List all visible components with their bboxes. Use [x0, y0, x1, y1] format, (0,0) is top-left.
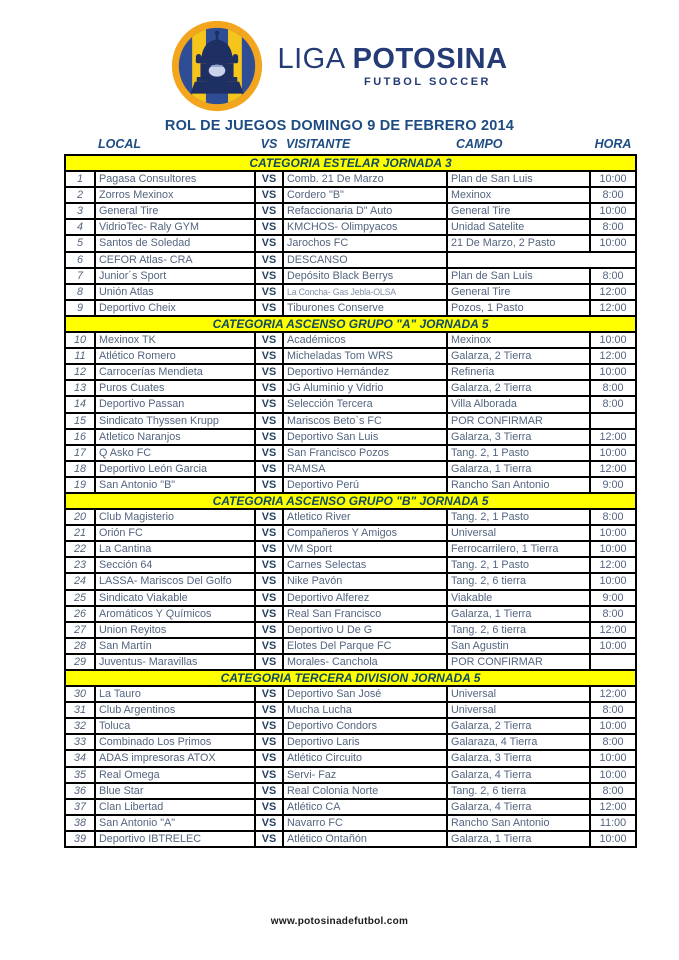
visitante-cell: JG Aluminio y Vidrio — [284, 381, 446, 395]
campo-cell: Galarza, 2 Tierra — [448, 381, 589, 395]
brand-tagline: FUTBOL SOCCER — [363, 76, 492, 88]
visitante-cell: Elotes Del Parque FC — [284, 639, 446, 653]
local-cell: Real Omega — [96, 768, 254, 782]
visitante-cell: La Concha- Gas Jebla-OLSA — [284, 285, 446, 299]
visitante-cell: Tiburones Conserve — [284, 301, 446, 315]
hora-cell: 10:00 — [591, 768, 635, 782]
column-header-visitante: VISITANTE — [286, 137, 351, 151]
campo-cell: Galarza, 4 Tierra — [448, 800, 589, 814]
campo-cell: Galaraza, 4 Tierra — [448, 735, 589, 749]
page-title: ROL DE JUEGOS DOMINGO 9 DE FEBRERO 2014 — [164, 118, 515, 134]
hora-cell: 10:00 — [591, 446, 635, 460]
vs-label: VS — [256, 285, 282, 299]
visitante-cell: Comb. 21 De Marzo — [284, 172, 446, 186]
row-number: 9 — [66, 301, 94, 315]
vs-label: VS — [256, 735, 282, 749]
category-band: CATEGORIA TERCERA DIVISION JORNADA 5 — [66, 671, 635, 685]
category-band: CATEGORIA ASCENSO GRUPO "B" JORNADA 5 — [66, 494, 635, 508]
hora-cell: 10:00 — [591, 639, 635, 653]
hora-cell: 10:00 — [591, 526, 635, 540]
local-cell: San Martín — [96, 639, 254, 653]
row-number: 8 — [66, 285, 94, 299]
local-cell: Union Reyitos — [96, 623, 254, 637]
campo-cell: San Agustin — [448, 639, 589, 653]
visitante-cell: Atlético Circuito — [284, 751, 446, 765]
row-number: 27 — [66, 623, 94, 637]
brand-name — [277, 44, 507, 74]
hora-cell: 8:00 — [591, 220, 635, 234]
row-number: 32 — [66, 719, 94, 733]
campo-cell: Mexinox — [448, 333, 589, 347]
visitante-cell: Selección Tercera — [284, 397, 446, 411]
visitante-cell: Atlético Ontañón — [284, 832, 446, 846]
visitante-cell: VM Sport — [284, 542, 446, 556]
hora-cell: 8:00 — [591, 703, 635, 717]
category-band: CATEGORIA ASCENSO GRUPO "A" JORNADA 5 — [66, 317, 635, 331]
vs-label: VS — [256, 639, 282, 653]
row-number: 17 — [66, 446, 94, 460]
row-number: 12 — [66, 365, 94, 379]
local-cell: Clan Libertad — [96, 800, 254, 814]
hora-cell: 12:00 — [591, 285, 635, 299]
campo-cell: POR CONFIRMAR — [448, 414, 589, 428]
campo-cell: Galarza, 2 Tierra — [448, 349, 589, 363]
campo-cell: 21 De Marzo, 2 Pasto — [448, 236, 589, 250]
visitante-cell: Deportivo San Luis — [284, 430, 446, 444]
campo-cell: Galarza, 1 Tierra — [448, 462, 589, 476]
local-cell: San Antonio "B" — [96, 478, 254, 492]
visitante-cell: Mucha Lucha — [284, 703, 446, 717]
hora-cell: 10:00 — [591, 172, 635, 186]
column-header-vs: VS — [260, 137, 278, 151]
row-number: 28 — [66, 639, 94, 653]
campo-cell: Galarza, 4 Tierra — [448, 768, 589, 782]
vs-label: VS — [256, 687, 282, 701]
vs-label: VS — [256, 526, 282, 540]
vs-label: VS — [256, 542, 282, 556]
schedule-sheet — [64, 137, 637, 848]
local-cell: San Antonio "A" — [96, 816, 254, 830]
hora-cell: 12:00 — [591, 558, 635, 572]
visitante-cell: Nike Pavón — [284, 574, 446, 588]
vs-label: VS — [256, 430, 282, 444]
row-number: 2 — [66, 188, 94, 202]
campo-hora-merged-cell — [448, 253, 635, 267]
local-cell: Blue Star — [96, 784, 254, 798]
hora-cell: 10:00 — [591, 574, 635, 588]
vs-label: VS — [256, 655, 282, 669]
vs-label: VS — [256, 462, 282, 476]
campo-cell: General Tire — [448, 285, 589, 299]
brand-name-bold: POTOSINA — [352, 43, 508, 75]
hora-cell: 8:00 — [591, 269, 635, 283]
campo-cell: General Tire — [448, 204, 589, 218]
row-number: 6 — [66, 253, 94, 267]
vs-label: VS — [256, 784, 282, 798]
campo-cell: Refineria — [448, 365, 589, 379]
row-number: 13 — [66, 381, 94, 395]
local-cell: Puros Cuates — [96, 381, 254, 395]
visitante-cell: Atlético CA — [284, 800, 446, 814]
row-number: 29 — [66, 655, 94, 669]
row-number: 26 — [66, 607, 94, 621]
row-number: 19 — [66, 478, 94, 492]
visitante-cell: San Francisco Pozos — [284, 446, 446, 460]
local-cell: Club Magisterio — [96, 510, 254, 524]
local-cell: Q Asko FC — [96, 446, 254, 460]
row-number: 11 — [66, 349, 94, 363]
visitante-cell: Deportivo Alferez — [284, 591, 446, 605]
visitante-cell: Mariscos Beto`s FC — [284, 414, 446, 428]
local-cell: Deportivo León Garcia — [96, 462, 254, 476]
campo-cell: Galarza, 2 Tierra — [448, 719, 589, 733]
local-cell: Deportivo Cheix — [96, 301, 254, 315]
vs-label: VS — [256, 188, 282, 202]
visitante-cell: Servi- Faz — [284, 768, 446, 782]
row-number: 1 — [66, 172, 94, 186]
row-number: 25 — [66, 591, 94, 605]
campo-cell: Tang. 2, 6 tierra — [448, 623, 589, 637]
hora-cell: 8:00 — [591, 188, 635, 202]
vs-label: VS — [256, 719, 282, 733]
visitante-cell: Real Colonia Norte — [284, 784, 446, 798]
visitante-cell: Atletico River — [284, 510, 446, 524]
campo-cell: Universal — [448, 526, 589, 540]
campo-cell: Galarza, 1 Tierra — [448, 607, 589, 621]
hora-cell: 10:00 — [591, 236, 635, 250]
vs-label: VS — [256, 220, 282, 234]
vs-label: VS — [256, 253, 282, 267]
hora-cell: 10:00 — [591, 204, 635, 218]
campo-cell: Villa Alborada — [448, 397, 589, 411]
local-cell: Juventus- Maravillas — [96, 655, 254, 669]
vs-label: VS — [256, 591, 282, 605]
vs-label: VS — [256, 751, 282, 765]
hora-cell: 8:00 — [591, 735, 635, 749]
visitante-cell: Cordero "B" — [284, 188, 446, 202]
campo-cell: Ferrocarrilero, 1 Tierra — [448, 542, 589, 556]
brand-name-light: LIGA — [277, 43, 346, 75]
league-logo — [0, 0, 679, 112]
vs-label: VS — [256, 365, 282, 379]
campo-cell: Universal — [448, 703, 589, 717]
local-cell: LASSA- Mariscos Del Golfo — [96, 574, 254, 588]
campo-cell: Tang. 2, 6 tierra — [448, 574, 589, 588]
campo-cell: Galarza, 3 Tierra — [448, 751, 589, 765]
local-cell: Aromáticos Y Químicos — [96, 607, 254, 621]
hora-cell: 10:00 — [591, 542, 635, 556]
hora-cell: 10:00 — [591, 719, 635, 733]
row-number: 37 — [66, 800, 94, 814]
hora-cell: 10:00 — [591, 832, 635, 846]
local-cell: Deportivo Passan — [96, 397, 254, 411]
vs-label: VS — [256, 703, 282, 717]
hora-cell: 11:00 — [591, 816, 635, 830]
hora-cell: 8:00 — [591, 397, 635, 411]
campo-cell: Unidad Satelite — [448, 220, 589, 234]
vs-label: VS — [256, 204, 282, 218]
row-number: 21 — [66, 526, 94, 540]
local-cell: Unión Atlas — [96, 285, 254, 299]
hora-cell — [591, 655, 635, 669]
vs-label: VS — [256, 510, 282, 524]
local-cell: General Tire — [96, 204, 254, 218]
row-number: 7 — [66, 269, 94, 283]
visitante-cell: RAMSA — [284, 462, 446, 476]
hora-cell: 10:00 — [591, 333, 635, 347]
visitante-cell: Depósito Black Berrys — [284, 269, 446, 283]
local-cell: VidrioTec- Raly GYM — [96, 220, 254, 234]
vs-label: VS — [256, 478, 282, 492]
local-cell: Toluca — [96, 719, 254, 733]
vs-label: VS — [256, 414, 282, 428]
visitante-cell: Carnes Selectas — [284, 558, 446, 572]
local-cell: Combinado Los Primos — [96, 735, 254, 749]
visitante-cell: KMCHOS- Olimpyacos — [284, 220, 446, 234]
vs-label: VS — [256, 446, 282, 460]
hora-cell: 12:00 — [591, 623, 635, 637]
visitante-cell: Refaccionaria D" Auto — [284, 204, 446, 218]
local-cell: Sindicato Thyssen Krupp — [96, 414, 254, 428]
brand-text — [277, 44, 507, 88]
local-cell: Orión FC — [96, 526, 254, 540]
vs-label: VS — [256, 607, 282, 621]
visitante-cell: Deportivo Hernández — [284, 365, 446, 379]
vs-label: VS — [256, 397, 282, 411]
vs-label: VS — [256, 558, 282, 572]
vs-label: VS — [256, 269, 282, 283]
vs-label: VS — [256, 381, 282, 395]
visitante-cell: Deportivo Laris — [284, 735, 446, 749]
liga-potosina-crest-icon — [171, 20, 263, 112]
row-number: 39 — [66, 832, 94, 846]
row-number: 24 — [66, 574, 94, 588]
campo-cell: Rancho San Antonio — [448, 478, 589, 492]
campo-cell: Viakable — [448, 591, 589, 605]
column-header-local: LOCAL — [98, 137, 142, 151]
visitante-cell: Real San Francisco — [284, 607, 446, 621]
campo-cell: Rancho San Antonio — [448, 816, 589, 830]
local-cell: Pagasa Consultores — [96, 172, 254, 186]
campo-cell: Mexinox — [448, 188, 589, 202]
vs-label: VS — [256, 236, 282, 250]
visitante-cell: Navarro FC — [284, 816, 446, 830]
campo-cell: Galarza, 1 Tierra — [448, 832, 589, 846]
local-cell: La Cantina — [96, 542, 254, 556]
hora-cell: 8:00 — [591, 381, 635, 395]
row-number: 10 — [66, 333, 94, 347]
local-cell: CEFOR Atlas- CRA — [96, 253, 254, 267]
hora-cell: 12:00 — [591, 687, 635, 701]
vs-label: VS — [256, 816, 282, 830]
local-cell: La Tauro — [96, 687, 254, 701]
vs-label: VS — [256, 800, 282, 814]
hora-cell: 12:00 — [591, 349, 635, 363]
visitante-cell: DESCANSO — [284, 253, 446, 267]
hora-cell — [591, 414, 635, 428]
campo-cell: Pozos, 1 Pasto — [448, 301, 589, 315]
row-number: 31 — [66, 703, 94, 717]
hora-cell: 10:00 — [591, 751, 635, 765]
row-number: 16 — [66, 430, 94, 444]
row-number: 14 — [66, 397, 94, 411]
hora-cell: 12:00 — [591, 462, 635, 476]
visitante-cell: Deportivo U De G — [284, 623, 446, 637]
local-cell: ADAS impresoras ATOX — [96, 751, 254, 765]
campo-cell: Tang. 2, 1 Pasto — [448, 446, 589, 460]
row-number: 22 — [66, 542, 94, 556]
visitante-cell: Deportivo Perú — [284, 478, 446, 492]
local-cell: Club Argentinos — [96, 703, 254, 717]
row-number: 35 — [66, 768, 94, 782]
local-cell: Santos de Soledad — [96, 236, 254, 250]
hora-cell: 12:00 — [591, 430, 635, 444]
row-number: 34 — [66, 751, 94, 765]
visitante-cell: Jarochos FC — [284, 236, 446, 250]
row-number: 15 — [66, 414, 94, 428]
visitante-cell: Morales- Canchola — [284, 655, 446, 669]
row-number: 18 — [66, 462, 94, 476]
row-number: 5 — [66, 236, 94, 250]
row-number: 30 — [66, 687, 94, 701]
local-cell: Sindicato Viakable — [96, 591, 254, 605]
hora-cell: 8:00 — [591, 607, 635, 621]
campo-cell: Plan de San Luis — [448, 269, 589, 283]
vs-label: VS — [256, 623, 282, 637]
local-cell: Zorros Mexinox — [96, 188, 254, 202]
website-url: www.potosinadefutbol.com — [270, 916, 409, 927]
row-number: 38 — [66, 816, 94, 830]
campo-cell: Tang. 2, 1 Pasto — [448, 510, 589, 524]
row-number: 3 — [66, 204, 94, 218]
hora-cell: 12:00 — [591, 800, 635, 814]
column-headers — [64, 137, 637, 152]
category-band: CATEGORIA ESTELAR JORNADA 3 — [66, 156, 635, 170]
visitante-cell: Académicos — [284, 333, 446, 347]
vs-label: VS — [256, 768, 282, 782]
local-cell: Atlético Romero — [96, 349, 254, 363]
hora-cell: 10:00 — [591, 365, 635, 379]
local-cell: Deportivo IBTRELEC — [96, 832, 254, 846]
visitante-cell: Deportivo Condors — [284, 719, 446, 733]
row-number: 4 — [66, 220, 94, 234]
vs-label: VS — [256, 832, 282, 846]
local-cell: Mexinox TK — [96, 333, 254, 347]
vs-label: VS — [256, 574, 282, 588]
hora-cell: 9:00 — [591, 478, 635, 492]
vs-label: VS — [256, 301, 282, 315]
campo-cell: Tang. 2, 6 tierra — [448, 784, 589, 798]
local-cell: Junior´s Sport — [96, 269, 254, 283]
hora-cell: 8:00 — [591, 510, 635, 524]
row-number: 33 — [66, 735, 94, 749]
visitante-cell: Micheladas Tom WRS — [284, 349, 446, 363]
visitante-cell: Compañeros Y Amigos — [284, 526, 446, 540]
local-cell: Atletico Naranjos — [96, 430, 254, 444]
campo-cell: Universal — [448, 687, 589, 701]
campo-cell: Plan de San Luis — [448, 172, 589, 186]
column-header-hora: HORA — [594, 137, 632, 151]
local-cell: Carrocerías Mendieta — [96, 365, 254, 379]
hora-cell: 12:00 — [591, 301, 635, 315]
vs-label: VS — [256, 172, 282, 186]
vs-label: VS — [256, 333, 282, 347]
campo-cell: Galarza, 3 Tierra — [448, 430, 589, 444]
row-number: 23 — [66, 558, 94, 572]
row-number: 36 — [66, 784, 94, 798]
campo-cell: Tang. 2, 1 Pasto — [448, 558, 589, 572]
schedule-table — [64, 154, 637, 848]
local-cell: Sección 64 — [96, 558, 254, 572]
visitante-cell: Deportivo San José — [284, 687, 446, 701]
campo-cell: POR CONFIRMAR — [448, 655, 589, 669]
hora-cell: 9:00 — [591, 591, 635, 605]
hora-cell: 8:00 — [591, 784, 635, 798]
column-header-campo: CAMPO — [456, 137, 503, 151]
vs-label: VS — [256, 349, 282, 363]
row-number: 20 — [66, 510, 94, 524]
